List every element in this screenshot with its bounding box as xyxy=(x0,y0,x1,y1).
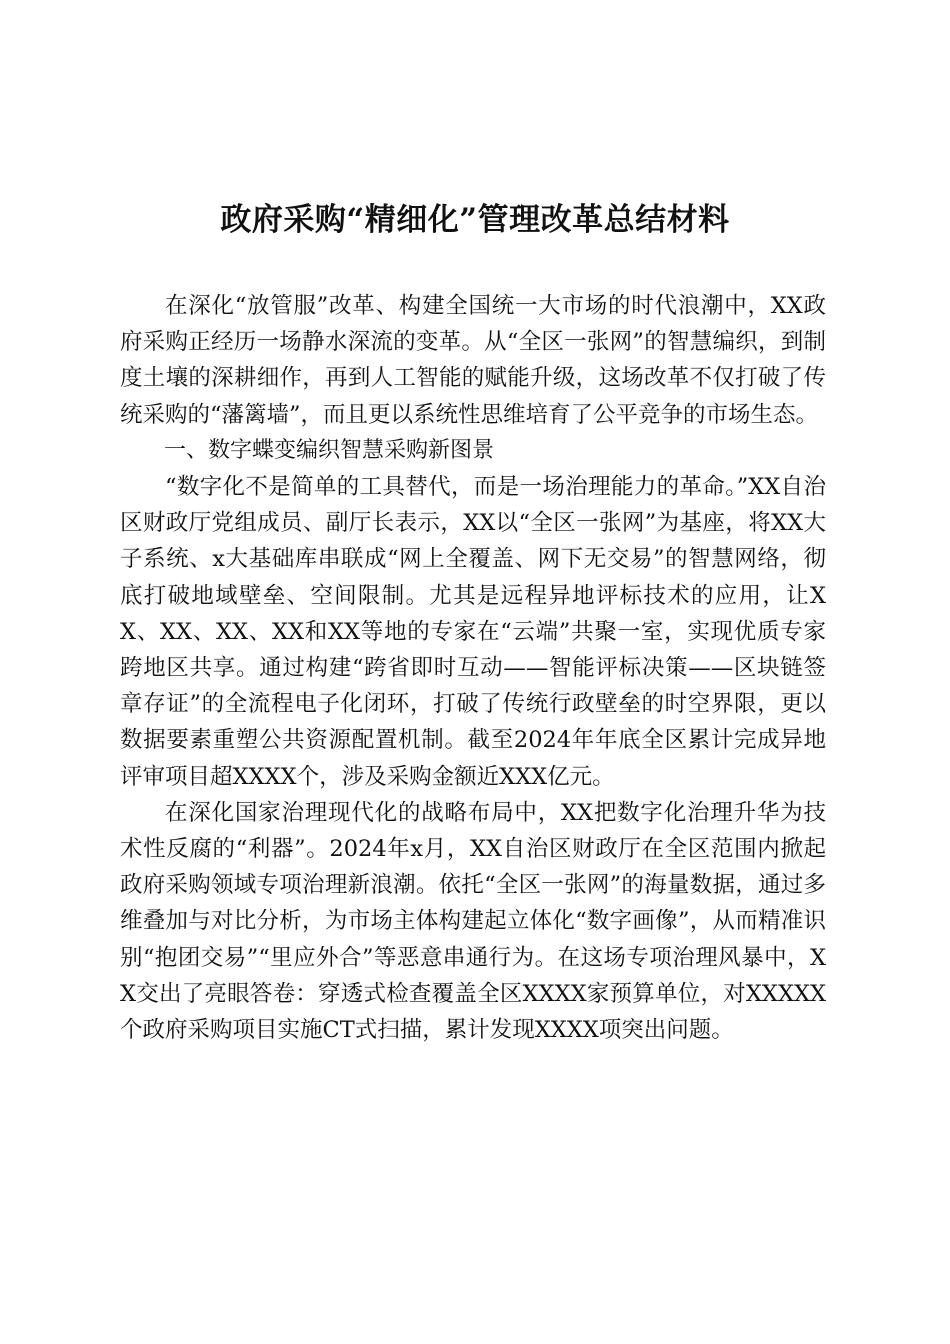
document-title: 政府采购“精细化”管理改革总结材料 xyxy=(220,202,730,238)
section-heading: 一、数字蝶变编织智慧采购新图景 xyxy=(164,437,495,463)
intro-paragraph: 在深化“放管服”改革、构建全国统一大市场的时代浪潮中，XX政府采购正经历一场静水深流的变革。从“全区一张网”的智慧编织，到制度土壤的深耕细作，再到人工智能的赋能升级，这场改革不仅打破了传统采购的“藩篱墙”，而且更以系统性思维培育了公平竞争的市场生态。 xyxy=(120,293,826,428)
body-paragraph-governance: 在深化国家治理现代化的战略布局中，XX把数字化治理升华为技术性反腐的“利器”。2024年x月，XX自治区财政厅在全区范围内掀起政府采购领域专项治理新浪潮。依托“全区一张网”的海量数据，通过多维叠加与对比分析，为市场主体构建起立体化“数字画像”，从而精准识别“抱团交易”“里应外合”等恶意串通行为。在这场专项治理风暴中，XX交出了亮眼答卷：穿透式检查覆盖全区XXXX家预算单位，对XXXXX个政府采购项目实施CT式扫描，累计发现XXXX项突出问题。 xyxy=(120,799,826,1044)
body-paragraph-digital: “数字化不是简单的工具替代，而是一场治理能力的革命。”XX自治区财政厅党组成员、副厅长表示，XX以“全区一张网”为基座，将XX大子系统、x大基础库串联成“网上全覆盖、网下无交易”的智慧网络，彻底打破地域壁垒、空间限制。尤其是远程异地评标技术的应用，让XX、XX、XX、XX和XX等地的专家在“云端”共聚一室，实现优质专家跨地区共享。通过构建“跨省即时互动——智能评标决策——区块链签章存证”的全流程电子化闭环，打破了传统行政壁垒的时空界限，更以数据要素重塑公共资源配置机制。截至2024年年底全区累计完成异地评审项目超XXXX个，涉及采购金额近XXX亿元。 xyxy=(120,474,826,790)
document-body xyxy=(120,288,826,1048)
